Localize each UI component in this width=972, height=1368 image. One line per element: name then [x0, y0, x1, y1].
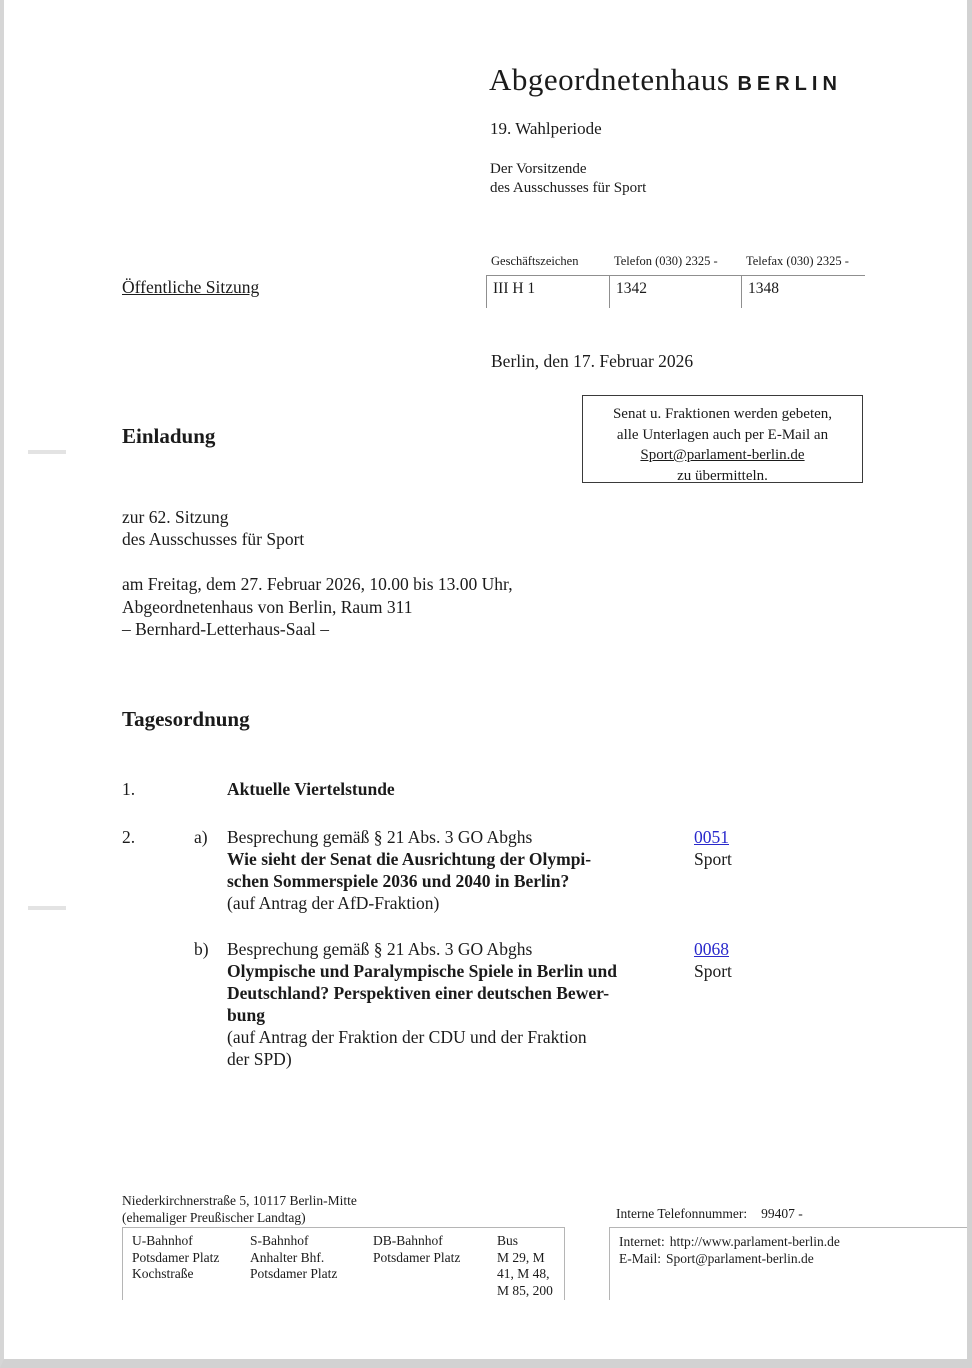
- agenda-item-2b: [122, 938, 677, 1070]
- footer-internet-line: [619, 1233, 969, 1250]
- internet-label: Internet:: [619, 1234, 665, 1249]
- address-line: (ehemaliger Preußischer Landtag): [122, 1210, 306, 1225]
- document-number-link[interactable]: 0051: [694, 827, 729, 847]
- transport-title: U-Bahnhof: [132, 1233, 193, 1248]
- transport-title: Bus: [497, 1233, 519, 1248]
- committee-label: Sport: [694, 849, 732, 869]
- transport-line: M 29, M 41, M 48,: [497, 1249, 550, 1281]
- footer-address: [122, 1192, 357, 1226]
- agenda-item-2a: [122, 826, 677, 914]
- meta-value: 1348: [741, 275, 865, 308]
- document-number-link[interactable]: 0068: [694, 939, 729, 959]
- when-location-line: Abgeordnetenhaus von Berlin, Raum 311: [122, 596, 413, 617]
- invitation-title: Einladung: [122, 424, 216, 448]
- fold-mark: [28, 906, 66, 910]
- internet-value: http://www.parlament-berlin.de: [669, 1234, 840, 1249]
- agenda-line: Wie sieht der Senat die Ausrichtung der Olympi-: [227, 849, 592, 869]
- footer-transport-block: [122, 1227, 565, 1300]
- agenda-line: Olympische und Paralympische Spiele in Berlin und: [227, 961, 617, 981]
- notice-line: zu übermitteln.: [677, 467, 768, 484]
- agenda-doc-2a: [694, 826, 732, 870]
- agenda-item-1: [122, 778, 677, 800]
- meta-label: Geschäftszeichen: [491, 254, 579, 268]
- agenda-item-text: [227, 778, 677, 800]
- transport-col-sbahn: [250, 1233, 373, 1300]
- agenda-title: Tagesordnung: [122, 707, 250, 731]
- agenda-line: der SPD): [227, 1049, 292, 1069]
- date-line: Berlin, den 17. Februar 2026: [491, 351, 694, 371]
- committee-label: Sport: [694, 961, 732, 981]
- agenda-item-letter: a): [194, 827, 208, 847]
- session-type-label: Öffentliche Sitzung: [122, 277, 260, 297]
- agenda-line: (auf Antrag der Fraktion der CDU und der Fraktion: [227, 1027, 587, 1047]
- agenda-line: (auf Antrag der AfD-Fraktion): [227, 893, 440, 913]
- org-name-suffix: BERLIN: [737, 73, 842, 95]
- meta-col-geschaeftszeichen: [486, 254, 609, 308]
- agenda-item-text: [227, 826, 677, 914]
- agenda-item-number: 2.: [122, 827, 136, 847]
- meta-label: Telefon (030) 2325 -: [614, 254, 718, 268]
- footer-email-line: [619, 1250, 969, 1267]
- address-line: Niederkirchnerstraße 5, 10117 Berlin-Mitte: [122, 1193, 357, 1208]
- sender-block: [490, 160, 646, 198]
- when-room-line: – Bernhard-Letterhaus-Saal –: [122, 619, 330, 639]
- transport-col-dbbahn: [373, 1233, 497, 1300]
- invitation-session-block: [122, 506, 304, 550]
- notice-email-link[interactable]: Sport@parlament-berlin.de: [640, 447, 805, 463]
- transport-line: Potsdamer Platz: [250, 1266, 338, 1281]
- internal-phone-label: Interne Telefonnummer:: [616, 1206, 748, 1221]
- agenda-line: bung: [227, 1005, 265, 1025]
- transport-line: Anhalter Bhf.: [250, 1249, 325, 1265]
- agenda-line: Besprechung gemäß § 21 Abs. 3 GO Abghs: [227, 939, 533, 959]
- notice-line: Senat u. Fraktionen werden gebeten,: [612, 406, 833, 422]
- meta-label: Telefax (030) 2325 -: [746, 254, 849, 268]
- internal-phone-value: 99407 -: [761, 1206, 803, 1221]
- meta-value: 1342: [609, 275, 741, 308]
- fold-mark: [28, 450, 66, 454]
- org-name: Abgeordnetenhaus: [489, 62, 730, 97]
- agenda-item-number: 1.: [122, 779, 136, 799]
- footer-contact-block: [609, 1227, 969, 1300]
- sender-title: Der Vorsitzende: [490, 161, 587, 177]
- agenda-doc-2b: [694, 938, 732, 982]
- sender-committee: des Ausschusses für Sport: [490, 180, 647, 196]
- letterhead: [489, 62, 842, 98]
- transport-col-bus: [497, 1233, 564, 1300]
- email-value: Sport@parlament-berlin.de: [666, 1251, 814, 1266]
- session-committee-line: des Ausschusses für Sport: [122, 529, 305, 549]
- transport-col-ubahn: [132, 1233, 250, 1300]
- agenda-line: Aktuelle Viertelstunde: [227, 779, 395, 799]
- transport-line: Kochstraße: [132, 1266, 194, 1281]
- notice-box: [582, 395, 863, 483]
- agenda-line: schen Sommerspiele 2036 und 2040 in Berlin?: [227, 871, 570, 891]
- meta-col-telefax: [741, 254, 865, 308]
- session-number-line: zur 62. Sitzung: [122, 507, 229, 527]
- invitation-when-block: [122, 573, 513, 641]
- transport-line: Potsdamer Platz: [132, 1249, 220, 1265]
- transport-line: Potsdamer Platz: [373, 1249, 461, 1265]
- agenda-item-letter: [194, 778, 227, 800]
- wahlperiode-line: 19. Wahlperiode: [490, 119, 602, 138]
- meta-col-telefon: [609, 254, 741, 308]
- agenda-item-letter: b): [194, 939, 209, 959]
- transport-title: S-Bahnhof: [250, 1233, 309, 1248]
- footer-internal-phone: [616, 1206, 803, 1222]
- agenda-item-number: [122, 938, 194, 1070]
- meta-value: III H 1: [486, 275, 609, 308]
- agenda-line: Besprechung gemäß § 21 Abs. 3 GO Abghs: [227, 827, 533, 847]
- notice-line: alle Unterlagen auch per E-Mail an: [616, 426, 829, 443]
- email-label: E-Mail:: [619, 1251, 661, 1266]
- agenda-item-text: [227, 938, 677, 1070]
- when-date-line: am Freitag, dem 27. Februar 2026, 10.00 bis 13.00 Uhr,: [122, 574, 513, 594]
- transport-line: M 85, 200: [497, 1282, 553, 1298]
- transport-title: DB-Bahnhof: [373, 1233, 443, 1248]
- meta-table: [486, 254, 865, 308]
- agenda-line: Deutschland? Perspektiven einer deutschen Bewer-: [227, 983, 610, 1003]
